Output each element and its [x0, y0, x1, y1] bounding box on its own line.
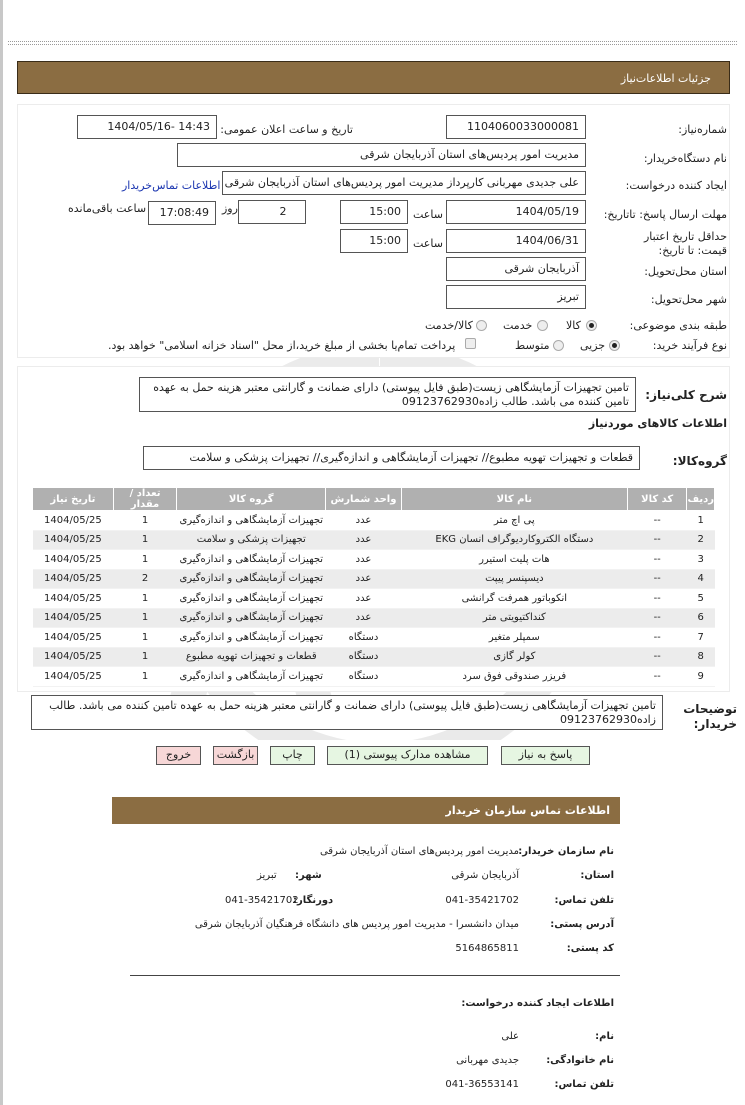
left-border: [0, 0, 3, 1105]
cell-group: تجهیزات پزشکی و سلامت: [177, 530, 326, 550]
cell-name: دستگاه الکتروکاردیوگراف انسان EKG: [401, 530, 627, 550]
goods-group-label: گروه‌کالا:: [672, 454, 727, 468]
cell-code: --: [627, 628, 687, 648]
buyer-contact-header: [112, 797, 620, 824]
top-divider: [8, 41, 737, 45]
creator-label: ایجاد کننده درخواست:: [625, 179, 727, 192]
cell-row: 7: [687, 628, 715, 648]
table-row: [33, 530, 715, 550]
contact-address-value: میدان دانشسرا - مدیریت امور پردیس های دانشگاه فرهنگیان آذربایجان شرقی: [194, 919, 519, 930]
col-date: تاریخ نیاز: [33, 488, 114, 511]
cell-row: 3: [687, 550, 715, 570]
cell-unit: عدد: [326, 511, 402, 531]
table-row: [33, 589, 715, 609]
validity-time-label: ساعت: [413, 237, 443, 250]
description-label: شرح کلی‌نیاز:: [645, 388, 727, 402]
creator-name-label: نام:: [595, 1031, 614, 1042]
category-radio-goods[interactable]: [586, 320, 597, 331]
validity-time-field: 15:00: [340, 229, 408, 253]
delivery-province-field: آذربایجان شرقی: [446, 257, 586, 281]
category-radio-goods-service[interactable]: [476, 320, 487, 331]
contact-fax-label: دورنگار:: [293, 895, 334, 906]
days-label: روز: [222, 202, 238, 215]
table-row: [33, 647, 715, 667]
cell-code: --: [627, 589, 687, 609]
buyer-org-name-label: نام سازمان خریدار:: [518, 846, 614, 857]
cell-date: 1404/05/25: [33, 569, 114, 589]
category-radio-service[interactable]: [537, 320, 548, 331]
page-title: جزئیات اطلاعات‌نیاز: [620, 72, 711, 85]
buyer-notes-field: تامین تجهیزات آزمایشگاهی زیست(طبق فایل پیوستی) دارای ضمانت و گارانتی معتبر هزینه حمل به عهده تامین کننده می باشد. طالب زاده09123762930: [31, 695, 663, 730]
remaining-time-label: ساعت باقی‌مانده: [68, 202, 147, 215]
cell-date: 1404/05/25: [33, 530, 114, 550]
contact-postal-label: کد پستی:: [566, 943, 614, 954]
announce-field: 1404/05/16- 14:43: [77, 115, 217, 139]
deadline-time-label: ساعت: [413, 208, 443, 221]
deadline-time-field: 15:00: [340, 200, 408, 224]
cell-qty: 1: [113, 511, 177, 531]
cell-group: تجهیزات آزمایشگاهی و اندازه‌گیری: [177, 550, 326, 570]
category-option-service: خدمت: [503, 319, 533, 332]
section-divider: [130, 975, 620, 976]
cell-date: 1404/05/25: [33, 608, 114, 628]
deadline-date-field: 1404/05/19: [446, 200, 586, 224]
cell-unit: دستگاه: [326, 667, 402, 687]
view-attachments-button[interactable]: مشاهده مدارک پیوستی (1): [327, 746, 488, 765]
contact-city-label: شهر:: [295, 870, 322, 881]
cell-unit: دستگاه: [326, 628, 402, 648]
category-label: طبقه بندی موضوعی:: [629, 319, 727, 332]
remaining-time-field: 17:08:49: [148, 201, 216, 225]
buyer-contact-title: اطلاعات تماس سازمان خریدار: [445, 804, 610, 817]
cell-qty: 1: [113, 550, 177, 570]
cell-code: --: [627, 569, 687, 589]
description-field: تامین تجهیزات آزمایشگاهی زیست(طبق فایل پیوستی) دارای ضمانت و گارانتی معتبر هزینه حمل به عهده تامین کننده می باشد. طالب زاده09123762930: [139, 377, 636, 412]
col-code: کد کالا: [627, 488, 687, 511]
cell-name: هات پلیت استیرر: [401, 550, 627, 570]
col-group: گروه کالا: [177, 488, 326, 511]
cell-qty: 1: [113, 667, 177, 687]
creator-info-title: اطلاعات ایجاد کننده درخواست:: [461, 998, 614, 1009]
creator-field: علی جدیدی مهربانی کارپرداز مدیریت امور پردیس‌های استان آذربایجان شرقی: [222, 171, 586, 195]
delivery-city-label: شهر محل‌تحویل:: [650, 293, 727, 306]
page-title-bar: [17, 61, 730, 94]
table-row: [33, 628, 715, 648]
cell-unit: عدد: [326, 550, 402, 570]
contact-province-label: استان:: [580, 870, 614, 881]
deadline-label: مهلت ارسال پاسخ: تاتاریخ:: [603, 208, 727, 221]
cell-code: --: [627, 647, 687, 667]
process-option-medium: متوسط: [515, 339, 550, 352]
creator-phone-value: 041-36553141: [445, 1079, 519, 1090]
cell-group: تجهیزات آزمایشگاهی و اندازه‌گیری: [177, 511, 326, 531]
table-row: [33, 569, 715, 589]
validity-date-field: 1404/06/31: [446, 229, 586, 253]
process-option-minor: جزیی: [580, 339, 606, 352]
announce-label: تاریخ و ساعت اعلان عمومی:: [220, 123, 353, 136]
cell-qty: 1: [113, 530, 177, 550]
cell-row: 6: [687, 608, 715, 628]
process-radio-minor[interactable]: [609, 340, 620, 351]
cell-code: --: [627, 667, 687, 687]
category-option-goods: کالا: [566, 319, 581, 332]
contact-phone-label: تلفن تماس:: [554, 895, 614, 906]
process-radio-medium[interactable]: [553, 340, 564, 351]
cell-code: --: [627, 550, 687, 570]
goods-info-title: اطلاعات کالاهای موردنیاز: [588, 417, 727, 430]
cell-row: 1: [687, 511, 715, 531]
cell-date: 1404/05/25: [33, 589, 114, 609]
contact-province-value: آذربایجان شرقی: [451, 870, 519, 881]
cell-row: 9: [687, 667, 715, 687]
cell-qty: 1: [113, 628, 177, 648]
buyer-org-field: مدیریت امور پردیس‌های استان آذربایجان شرقی: [177, 143, 586, 167]
cell-name: پی اچ متر: [401, 511, 627, 531]
category-option-goods-service: کالا/خدمت: [425, 319, 473, 332]
goods-table: [32, 487, 715, 687]
treasury-payment-note: پرداخت تمام‌یا بخشی از مبلغ خرید،از محل "اسناد خزانه اسلامی" خواهد بود.: [108, 339, 456, 352]
cell-group: قطعات و تجهیزات تهویه مطبوع: [177, 647, 326, 667]
cell-group: تجهیزات آزمایشگاهی و اندازه‌گیری: [177, 608, 326, 628]
cell-name: دیسپنسر پیپت: [401, 569, 627, 589]
process-label: نوع فرآیند خرید:: [652, 339, 727, 352]
creator-family-label: نام خانوادگی:: [546, 1055, 614, 1066]
col-qty: تعداد / مقدار: [113, 488, 177, 511]
table-row: [33, 608, 715, 628]
buyer-notes-label: توضیحات خریدار:: [683, 702, 737, 731]
days-remaining-field: 2: [238, 200, 306, 224]
cell-qty: 1: [113, 647, 177, 667]
delivery-city-field: تبریز: [446, 285, 586, 309]
cell-name: کولر گازی: [401, 647, 627, 667]
cell-unit: عدد: [326, 530, 402, 550]
print-button[interactable]: چاپ: [270, 746, 315, 765]
goods-group-field: قطعات و تجهیزات تهویه مطبوع// تجهیزات آزمایشگاهی و اندازه‌گیری// تجهیزات پزشکی و سلامت: [143, 446, 640, 470]
contact-city-value: تبریز: [257, 870, 277, 881]
creator-name-value: علی: [501, 1031, 519, 1042]
cell-group: تجهیزات آزمایشگاهی و اندازه‌گیری: [177, 589, 326, 609]
cell-row: 2: [687, 530, 715, 550]
col-row: ردیف: [687, 488, 715, 511]
contact-postal-value: 5164865811: [455, 943, 519, 954]
cell-name: کنداکتیویتی متر: [401, 608, 627, 628]
back-button[interactable]: بازگشت: [213, 746, 258, 765]
contact-address-label: آدرس پستی:: [550, 919, 614, 930]
table-row: [33, 550, 715, 570]
cell-date: 1404/05/25: [33, 550, 114, 570]
col-name: نام کالا: [401, 488, 627, 511]
buyer-org-name-value: مدیریت امور پردیس‌های استان آذربایجان شرقی: [319, 846, 519, 857]
cell-name: فریزر صندوقی فوق سرد: [401, 667, 627, 687]
table-row: [33, 667, 715, 687]
cell-date: 1404/05/25: [33, 511, 114, 531]
creator-family-value: جدیدی مهربانی: [456, 1055, 519, 1066]
cell-code: --: [627, 511, 687, 531]
cell-qty: 1: [113, 608, 177, 628]
cell-unit: عدد: [326, 608, 402, 628]
cell-unit: عدد: [326, 589, 402, 609]
cell-date: 1404/05/25: [33, 628, 114, 648]
cell-row: 8: [687, 647, 715, 667]
table-header-row: [33, 488, 715, 511]
contact-phone-value: 041-35421702: [445, 895, 519, 906]
delivery-province-label: استان محل‌تحویل:: [644, 265, 727, 278]
cell-date: 1404/05/25: [33, 667, 114, 687]
cell-name: سمپلر متغیر: [401, 628, 627, 648]
creator-phone-label: تلفن تماس:: [554, 1079, 614, 1090]
need-number-field: 1104060033000081: [446, 115, 586, 139]
contact-fax-value: 041-35421702: [225, 895, 299, 906]
table-row: [33, 511, 715, 531]
cell-name: انکوباتور همرفت گرانشی: [401, 589, 627, 609]
cell-row: 4: [687, 569, 715, 589]
reply-to-need-button[interactable]: پاسخ به نیاز: [501, 746, 590, 765]
validity-label: حداقل تاریخ اعتبار قیمت: تا تاریخ:: [643, 230, 727, 257]
exit-button[interactable]: خروج: [156, 746, 201, 765]
cell-group: تجهیزات آزمایشگاهی و اندازه‌گیری: [177, 628, 326, 648]
treasury-payment-checkbox[interactable]: [465, 338, 476, 349]
cell-unit: عدد: [326, 569, 402, 589]
cell-unit: دستگاه: [326, 647, 402, 667]
cell-code: --: [627, 530, 687, 550]
cell-group: تجهیزات آزمایشگاهی و اندازه‌گیری: [177, 667, 326, 687]
cell-group: تجهیزات آزمایشگاهی و اندازه‌گیری: [177, 569, 326, 589]
cell-qty: 1: [113, 589, 177, 609]
need-number-label: شماره‌نیاز:: [678, 123, 727, 136]
cell-date: 1404/05/25: [33, 647, 114, 667]
buyer-org-label: نام دستگاه‌خریدار:: [643, 152, 727, 165]
buyer-contact-link[interactable]: اطلاعات تماس‌خریدار: [122, 179, 221, 192]
cell-row: 5: [687, 589, 715, 609]
cell-qty: 2: [113, 569, 177, 589]
cell-code: --: [627, 608, 687, 628]
col-unit: واحد شمارش: [326, 488, 402, 511]
